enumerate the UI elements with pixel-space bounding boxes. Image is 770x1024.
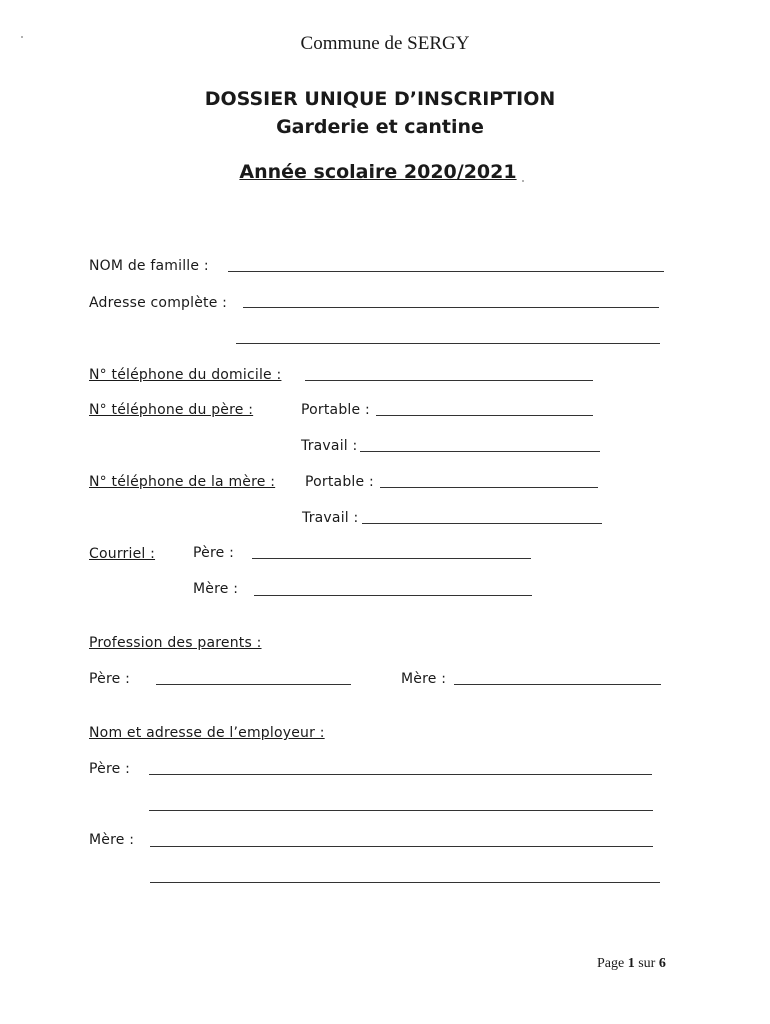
page-of-word: sur (638, 956, 656, 971)
line-tel-domicile[interactable] (305, 380, 593, 381)
line-courriel-mere[interactable] (254, 595, 532, 596)
line-pere-travail[interactable] (360, 451, 600, 452)
label-adresse: Adresse complète : (89, 295, 228, 311)
line-adresse-1[interactable] (243, 307, 659, 308)
label-tel-domicile: N° téléphone du domicile : (89, 367, 282, 383)
label-pere-travail: Travail : (301, 438, 358, 454)
scan-speck (522, 180, 524, 182)
line-employeur-mere-1[interactable] (150, 846, 653, 847)
line-adresse-2[interactable] (236, 343, 660, 344)
form-subtitle: Garderie et cantine (276, 116, 484, 138)
page-current: 1 (627, 956, 635, 971)
label-pere-portable: Portable : (301, 402, 370, 418)
label-tel-mere: N° téléphone de la mère : (89, 474, 276, 490)
line-employeur-pere-1[interactable] (149, 774, 652, 775)
line-mere-portable[interactable] (380, 487, 598, 488)
line-employeur-pere-2[interactable] (149, 810, 653, 811)
label-employeur-pere: Père : (89, 761, 130, 777)
line-mere-travail[interactable] (362, 523, 602, 524)
label-profession-pere: Père : (89, 671, 130, 687)
page-word: Page (597, 956, 625, 971)
label-nom-famille: NOM de famille : (89, 258, 209, 274)
school-year: Année scolaire 2020/2021 (239, 161, 517, 183)
label-profession-mere: Mère : (401, 671, 447, 687)
line-profession-mere[interactable] (454, 684, 661, 685)
label-mere-travail: Travail : (302, 510, 359, 526)
label-courriel: Courriel : (89, 546, 156, 562)
label-profession-parents: Profession des parents : (89, 635, 262, 651)
page-total: 6 (658, 956, 666, 971)
line-courriel-pere[interactable] (252, 558, 531, 559)
label-courriel-pere: Père : (193, 545, 234, 561)
commune-name: Commune de SERGY (300, 33, 470, 54)
label-employeur: Nom et adresse de l’employeur : (89, 725, 325, 741)
label-employeur-mere: Mère : (89, 832, 135, 848)
line-profession-pere[interactable] (156, 684, 351, 685)
line-pere-portable[interactable] (376, 415, 593, 416)
line-employeur-mere-2[interactable] (150, 882, 660, 883)
page-number (597, 956, 666, 972)
label-courriel-mere: Mère : (193, 581, 239, 597)
label-mere-portable: Portable : (305, 474, 374, 490)
line-nom-famille[interactable] (228, 271, 664, 272)
label-tel-pere: N° téléphone du père : (89, 402, 254, 418)
form-title: DOSSIER UNIQUE D’INSCRIPTION (204, 88, 556, 110)
scan-speck (21, 36, 23, 38)
